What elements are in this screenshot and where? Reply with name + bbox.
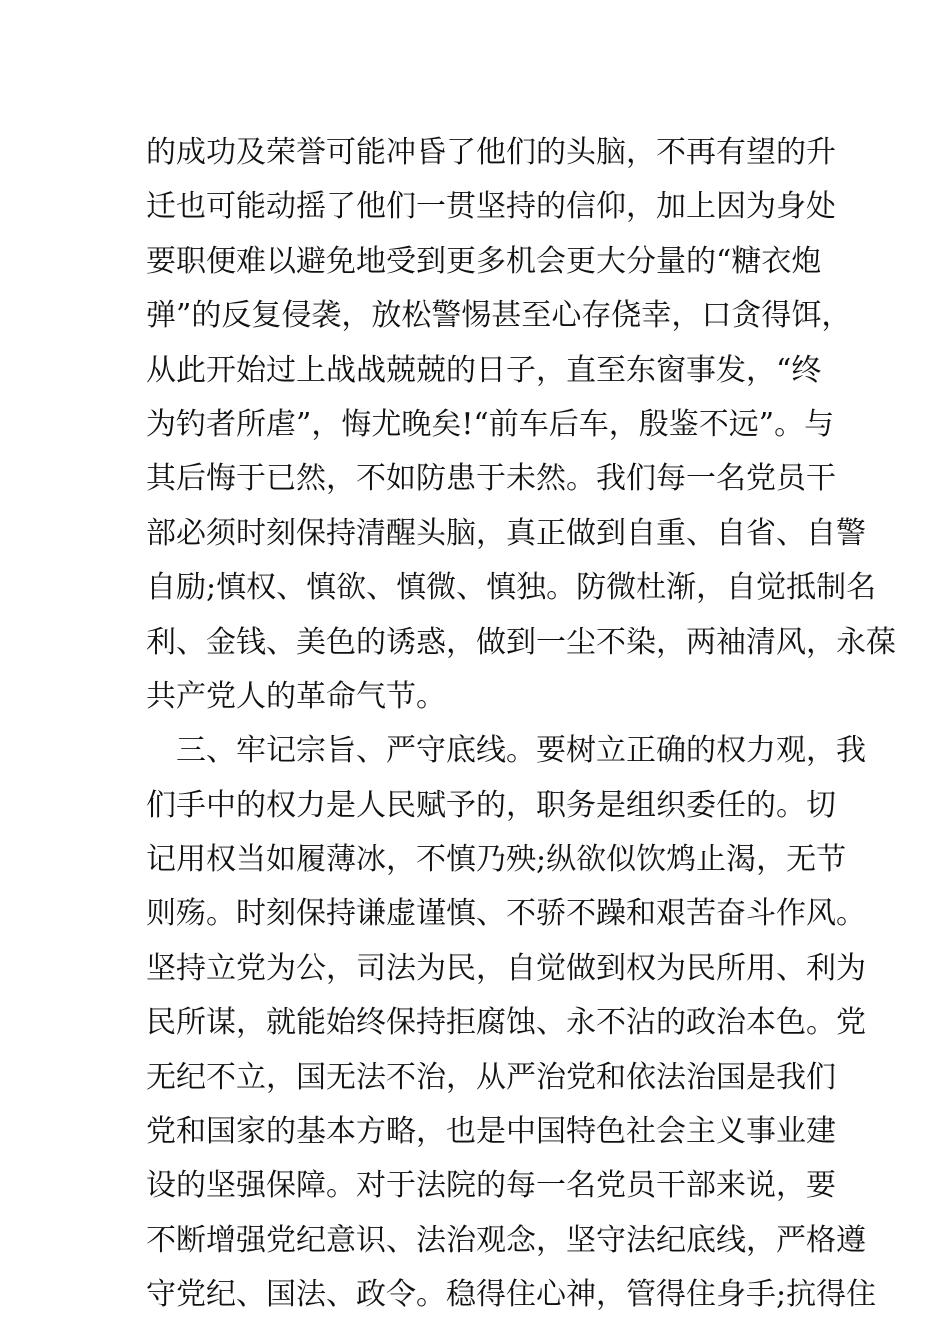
text-line: 设的坚强保障。对于法院的每一名党员干部来说，要: [146, 1168, 836, 1204]
text-line: 记用权当如履薄冰，不慎乃殃;纵欲似饮鸩止渴，无节: [146, 842, 847, 878]
text-line: 为钓者所虐”，悔尤晚矣!“前车后车，殷鉴不远”。与: [146, 406, 835, 442]
text-line: 们手中的权力是人民赋予的，职务是组织委任的。切: [146, 787, 836, 823]
text-line: 则殇。时刻保持谦虚谨慎、不骄不躁和艰苦奋斗作风。: [146, 896, 866, 932]
text-line: 迁也可能动摇了他们一贯坚持的信仰，加上因为身处: [146, 189, 836, 225]
text-line: 党和国家的基本方略，也是中国特色社会主义事业建: [146, 1114, 836, 1150]
text-line: 要职便难以避免地受到更多机会更大分量的“糖衣炮: [146, 243, 822, 279]
text-line: 不断增强党纪意识、法治观念，坚守法纪底线，严格遵: [146, 1222, 866, 1258]
text-line: 守党纪、国法、政令。稳得住心神，管得住身手;抗得住: [146, 1277, 877, 1313]
text-line: 自励;慎权、慎欲、慎微、慎独。防微杜渐，自觉抵制名: [146, 570, 877, 606]
text-line: 无纪不立，国无法不治，从严治党和依法治国是我们: [146, 1059, 836, 1095]
section-heading-line: 三、牢记宗旨、严守底线。要树立正确的权力观，我: [146, 733, 866, 769]
text-line: 的成功及荣誉可能冲昏了他们的头脑，不再有望的升: [146, 135, 836, 170]
text-line: 从此开始过上战战兢兢的日子，直至东窗事发，“终: [146, 352, 822, 388]
text-line: 弹”的反复侵袭，放松警惕甚至心存侥幸，口贪得饵，: [146, 298, 852, 334]
body-text: [146, 126, 896, 1323]
text-line: 民所谋，就能始终保持拒腐蚀、永不沾的政治本色。党: [146, 1005, 866, 1041]
text-line: 部必须时刻保持清醒头脑，真正做到自重、自省、自警: [146, 515, 866, 551]
text-line: 坚持立党为公，司法为民，自觉做到权为民所用、利为: [146, 950, 866, 986]
text-line: 其后悔于已然，不如防患于未然。我们每一名党员干: [146, 461, 836, 497]
paragraph-end-line: 共产党人的革命气节。: [146, 678, 446, 714]
text-line: 利、金钱、美色的诱惑，做到一尘不染，两袖清风，永葆: [146, 624, 896, 660]
